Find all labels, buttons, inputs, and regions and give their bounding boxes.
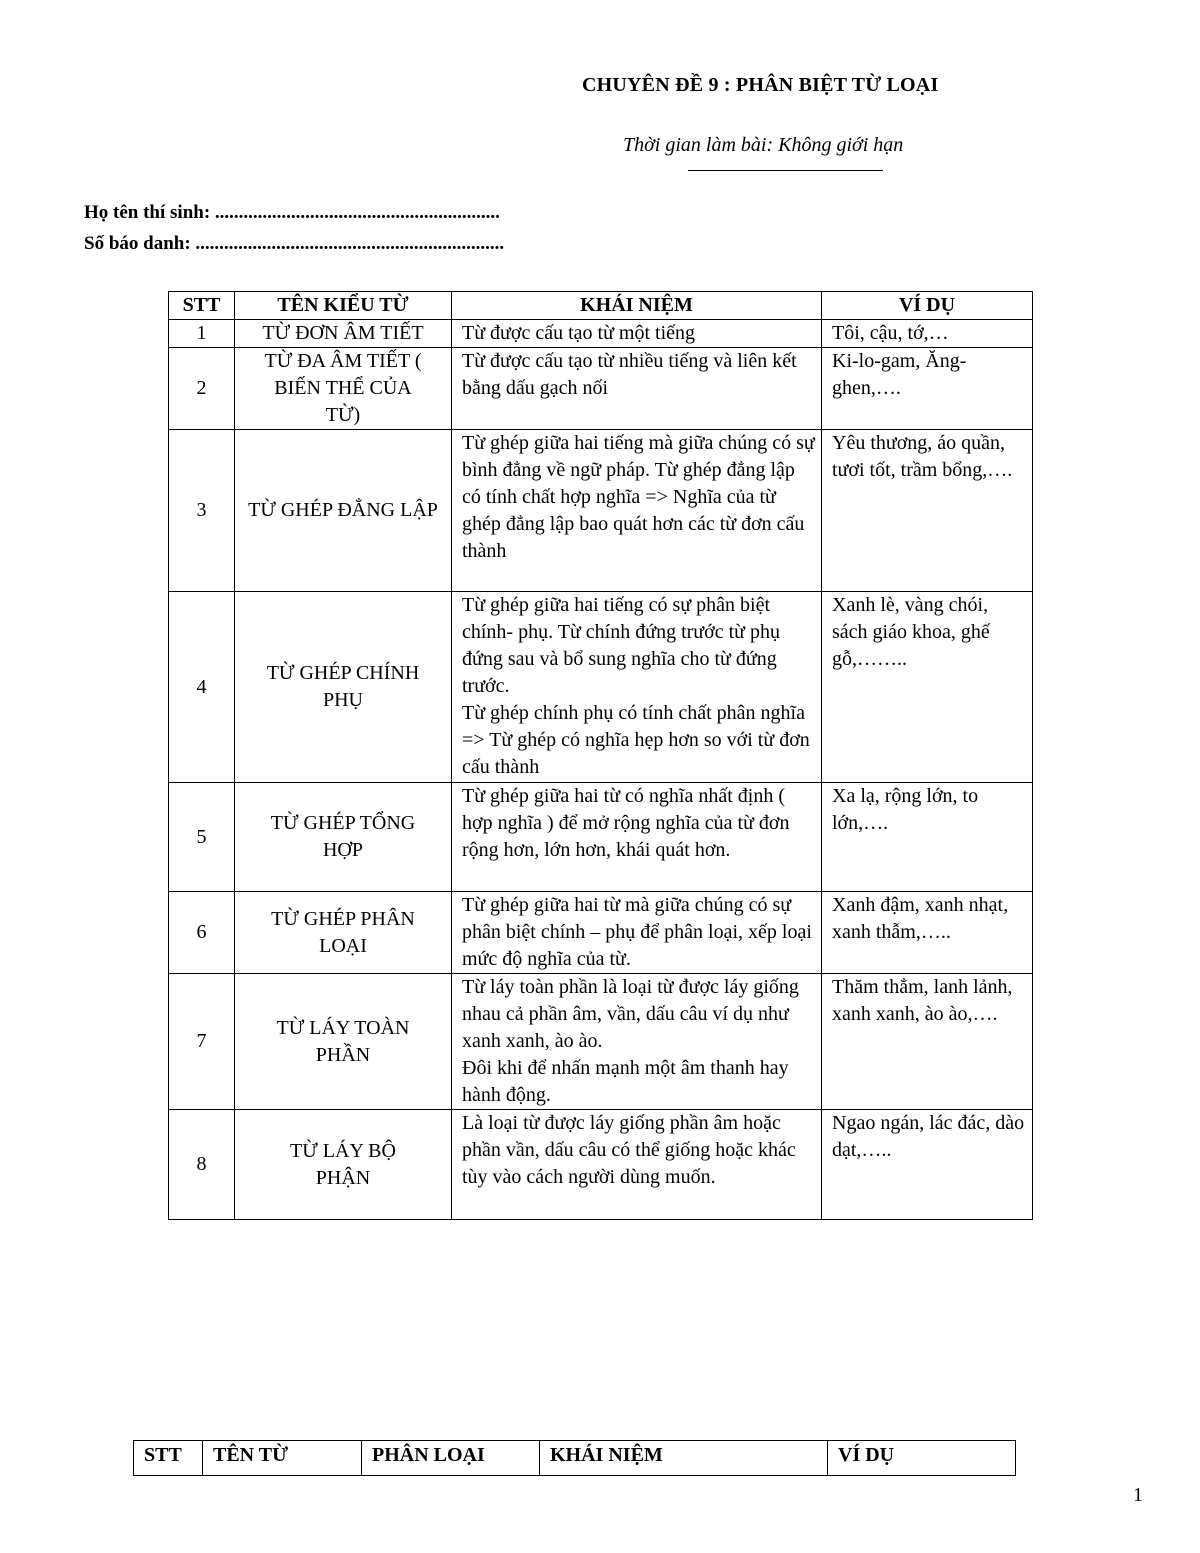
header-word-name: TÊN TỪ	[203, 1441, 362, 1476]
row-definition	[452, 320, 822, 348]
divider	[688, 170, 883, 171]
row-stt: 8	[169, 1110, 235, 1220]
definition-text: Từ ghép chính phụ có tính chất phân nghĩa => Từ ghép có nghĩa hẹp hơn so với từ đơn cấu thành	[462, 702, 810, 778]
definition-text: Từ láy toàn phần là loại từ được láy giống nhau cả phần âm, vần, dấu câu ví dụ như xanh xanh, ào ào.	[462, 976, 799, 1052]
header-example: VÍ DỤ	[822, 292, 1033, 320]
header-definition: KHÁI NIỆM	[452, 292, 822, 320]
row-word-type: TỪ GHÉP TỔNG HỢP	[235, 783, 452, 892]
header-example: VÍ DỤ	[828, 1441, 1016, 1476]
header-stt: STT	[134, 1441, 203, 1476]
row-definition	[452, 1110, 822, 1220]
row-example: Tôi, cậu, tớ,…	[822, 320, 1033, 348]
time-limit: Thời gian làm bài: Không giới hạn	[623, 134, 904, 156]
table-row	[169, 783, 1033, 892]
row-example: Xanh đậm, xanh nhạt, xanh thẫm,…..	[822, 892, 1033, 974]
row-stt: 5	[169, 783, 235, 892]
header-stt: STT	[169, 292, 235, 320]
row-definition	[452, 892, 822, 974]
page-number: 1	[1133, 1484, 1143, 1506]
word-analysis-table	[133, 1440, 1016, 1476]
table-row	[169, 592, 1033, 783]
table-header-row	[169, 292, 1033, 320]
candidate-id-field: Số báo danh: .................................................................	[84, 233, 505, 254]
row-word-type: TỪ LÁY BỘ PHẬN	[235, 1110, 452, 1220]
row-stt: 4	[169, 592, 235, 783]
definition-text: Từ ghép giữa hai từ mà giữa chúng có sự phân biệt chính – phụ để phân loại, xếp loại mức độ nghĩa của từ.	[462, 894, 812, 970]
row-stt: 3	[169, 430, 235, 592]
row-definition	[452, 430, 822, 592]
row-stt: 7	[169, 974, 235, 1110]
row-word-type: TỪ ĐƠN ÂM TIẾT	[235, 320, 452, 348]
definition-text: Từ ghép giữa hai từ có nghĩa nhất định ( hợp nghĩa ) để mở rộng nghĩa của từ đơn rộng hơn, lớn hơn, khái quát hơn.	[462, 785, 790, 861]
table-row	[169, 974, 1033, 1110]
header-definition: KHÁI NIỆM	[540, 1441, 828, 1476]
row-definition	[452, 783, 822, 892]
row-stt: 2	[169, 348, 235, 430]
row-word-type: TỪ LÁY TOÀN PHẦN	[235, 974, 452, 1110]
row-word-type: TỪ ĐA ÂM TIẾT ( BIẾN THỂ CỦA TỪ)	[235, 348, 452, 430]
header-classification: PHÂN LOẠI	[362, 1441, 540, 1476]
definition-text: Đôi khi để nhấn mạnh một âm thanh hay hành động.	[462, 1057, 789, 1106]
definition-text: Từ ghép giữa hai tiếng có sự phân biệt chính- phụ. Từ chính đứng trước từ phụ đứng sau và bổ sung nghĩa cho từ đứng trước.	[462, 594, 780, 697]
row-example: Thăm thẳm, lanh lảnh, xanh xanh, ào ào,….	[822, 974, 1033, 1110]
row-word-type: TỪ GHÉP PHÂN LOẠI	[235, 892, 452, 974]
definition-text: Từ ghép giữa hai tiếng mà giữa chúng có sự bình đẳng về ngữ pháp. Từ ghép đẳng lập có tính chất hợp nghĩa => Nghĩa của từ ghép đẳng lập bao quát hơn các từ đơn cấu thành	[462, 432, 815, 562]
row-word-type: TỪ GHÉP ĐẲNG LẬP	[235, 430, 452, 592]
candidate-name-field: Họ tên thí sinh: ............................................................	[84, 202, 500, 223]
row-definition	[452, 348, 822, 430]
definition-text: Từ được cấu tạo từ nhiều tiếng và liên kết bằng dấu gạch nối	[462, 350, 797, 399]
row-stt: 1	[169, 320, 235, 348]
row-example: Ngao ngán, lác đác, dào dạt,…..	[822, 1110, 1033, 1220]
row-stt: 6	[169, 892, 235, 974]
row-example: Xa lạ, rộng lớn, to lớn,….	[822, 783, 1033, 892]
definition-text: Là loại từ được láy giống phần âm hoặc phần vần, dấu câu có thể giống hoặc khác tùy vào cách người dùng muốn.	[462, 1112, 796, 1188]
page-title: CHUYÊN ĐỀ 9 : PHÂN BIỆT TỪ LOẠI	[582, 74, 939, 96]
definition-text: Từ được cấu tạo từ một tiếng	[462, 322, 696, 344]
table-row	[169, 348, 1033, 430]
row-example: Ki-lo-gam, Ăng-ghen,….	[822, 348, 1033, 430]
row-word-type: TỪ GHÉP CHÍNH PHỤ	[235, 592, 452, 783]
row-example: Xanh lè, vàng chói, sách giáo khoa, ghế gỗ,……..	[822, 592, 1033, 783]
word-type-table	[168, 291, 1033, 1220]
row-example: Yêu thương, áo quần, tươi tốt, trầm bổng,….	[822, 430, 1033, 592]
table-header-row	[134, 1441, 1016, 1476]
table-row	[169, 1110, 1033, 1220]
table-row	[169, 430, 1033, 592]
row-definition	[452, 592, 822, 783]
row-definition	[452, 974, 822, 1110]
table-row	[169, 892, 1033, 974]
table-row	[169, 320, 1033, 348]
header-word-type: TÊN KIỂU TỪ	[235, 292, 452, 320]
